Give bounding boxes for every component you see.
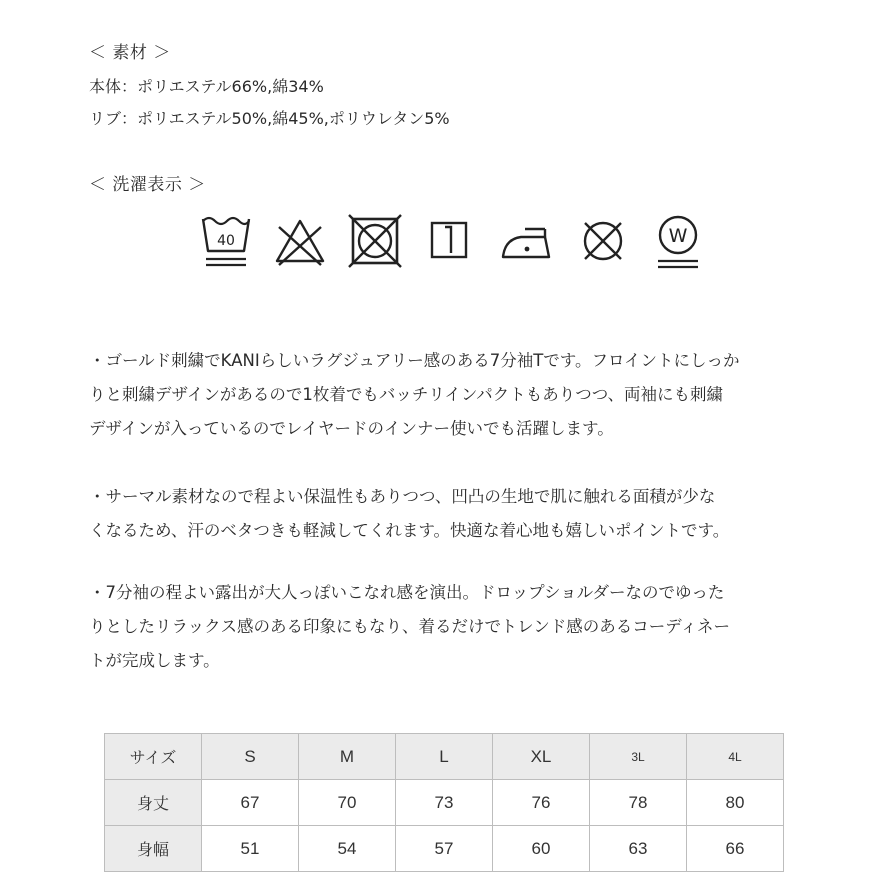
- description-paragraph-1: [89, 344, 809, 446]
- wet-clean-gentle-icon: [653, 213, 703, 275]
- material-body-line: 本体：ポリエステル66%,綿34%: [89, 77, 324, 96]
- table-cell: 78: [590, 780, 687, 826]
- table-cell: 66: [687, 826, 784, 872]
- no-bleach-icon: [273, 213, 327, 269]
- table-cell: 70: [299, 780, 396, 826]
- no-dry-clean-icon: [577, 213, 629, 269]
- table-cell: 51: [202, 826, 299, 872]
- material-rib-line: リブ：ポリエステル50%,綿45%,ポリウレタン5%: [89, 109, 450, 128]
- table-cell: 67: [202, 780, 299, 826]
- table-row: [105, 826, 784, 872]
- wet-clean-label: W: [668, 225, 688, 247]
- size-header-m: M: [299, 734, 396, 780]
- table-row: [105, 780, 784, 826]
- row-label-width: 身幅: [105, 826, 202, 872]
- paragraph-line: りとしたリラックス感のある印象にもなり、着るだけでトレンド感のあるコーディネー: [89, 617, 730, 636]
- size-header-3l: 3L: [590, 734, 687, 780]
- line-dry-icon: [428, 213, 470, 269]
- table-cell: 80: [687, 780, 784, 826]
- wash-40-gentle-icon: [200, 213, 252, 273]
- table-cell: 76: [493, 780, 590, 826]
- no-tumble-dry-icon: [347, 213, 403, 269]
- care-heading: ＜ 洗濯表示 ＞: [89, 175, 206, 195]
- size-header-l: L: [396, 734, 493, 780]
- paragraph-line: くなるため、汗のベタつきも軽減してくれます。快適な着心地も嬉しいポイントです。: [89, 521, 730, 540]
- size-header-xl: XL: [493, 734, 590, 780]
- size-header-label: サイズ: [105, 734, 202, 780]
- paragraph-line: ・ゴールド刺繍でKANIらしいラグジュアリー感のある7分袖Tです。フロイントにしっか: [89, 351, 740, 370]
- iron-low-icon: [497, 213, 555, 269]
- paragraph-line: トが完成します。: [89, 651, 220, 670]
- table-cell: 73: [396, 780, 493, 826]
- paragraph-line: ・サーマル素材なので程よい保温性もありつつ、凹凸の生地で肌に触れる面積が少な: [89, 487, 716, 506]
- material-heading: ＜ 素材 ＞: [89, 43, 171, 63]
- table-cell: 63: [590, 826, 687, 872]
- size-table: [104, 733, 784, 872]
- table-cell: 57: [396, 826, 493, 872]
- table-cell: 54: [299, 826, 396, 872]
- paragraph-line: デザインが入っているのでレイヤードのインナー使いでも活躍します。: [89, 419, 614, 438]
- table-cell: 60: [493, 826, 590, 872]
- care-icons-row: [195, 213, 705, 275]
- size-header-4l: 4L: [687, 734, 784, 780]
- description-paragraph-2: [89, 480, 809, 548]
- paragraph-line: ・7分袖の程よい露出が大人っぽいこなれ感を演出。ドロップショルダーなのでゆった: [89, 583, 725, 602]
- size-header-row: [105, 734, 784, 780]
- row-label-length: 身丈: [105, 780, 202, 826]
- paragraph-line: りと刺繍デザインがあるので1枚着でもバッチリインパクトもありつつ、両袖にも刺繍: [89, 385, 724, 404]
- size-header-s: S: [202, 734, 299, 780]
- wash-temperature-label: 40: [217, 233, 235, 249]
- description-paragraph-3: [89, 576, 809, 678]
